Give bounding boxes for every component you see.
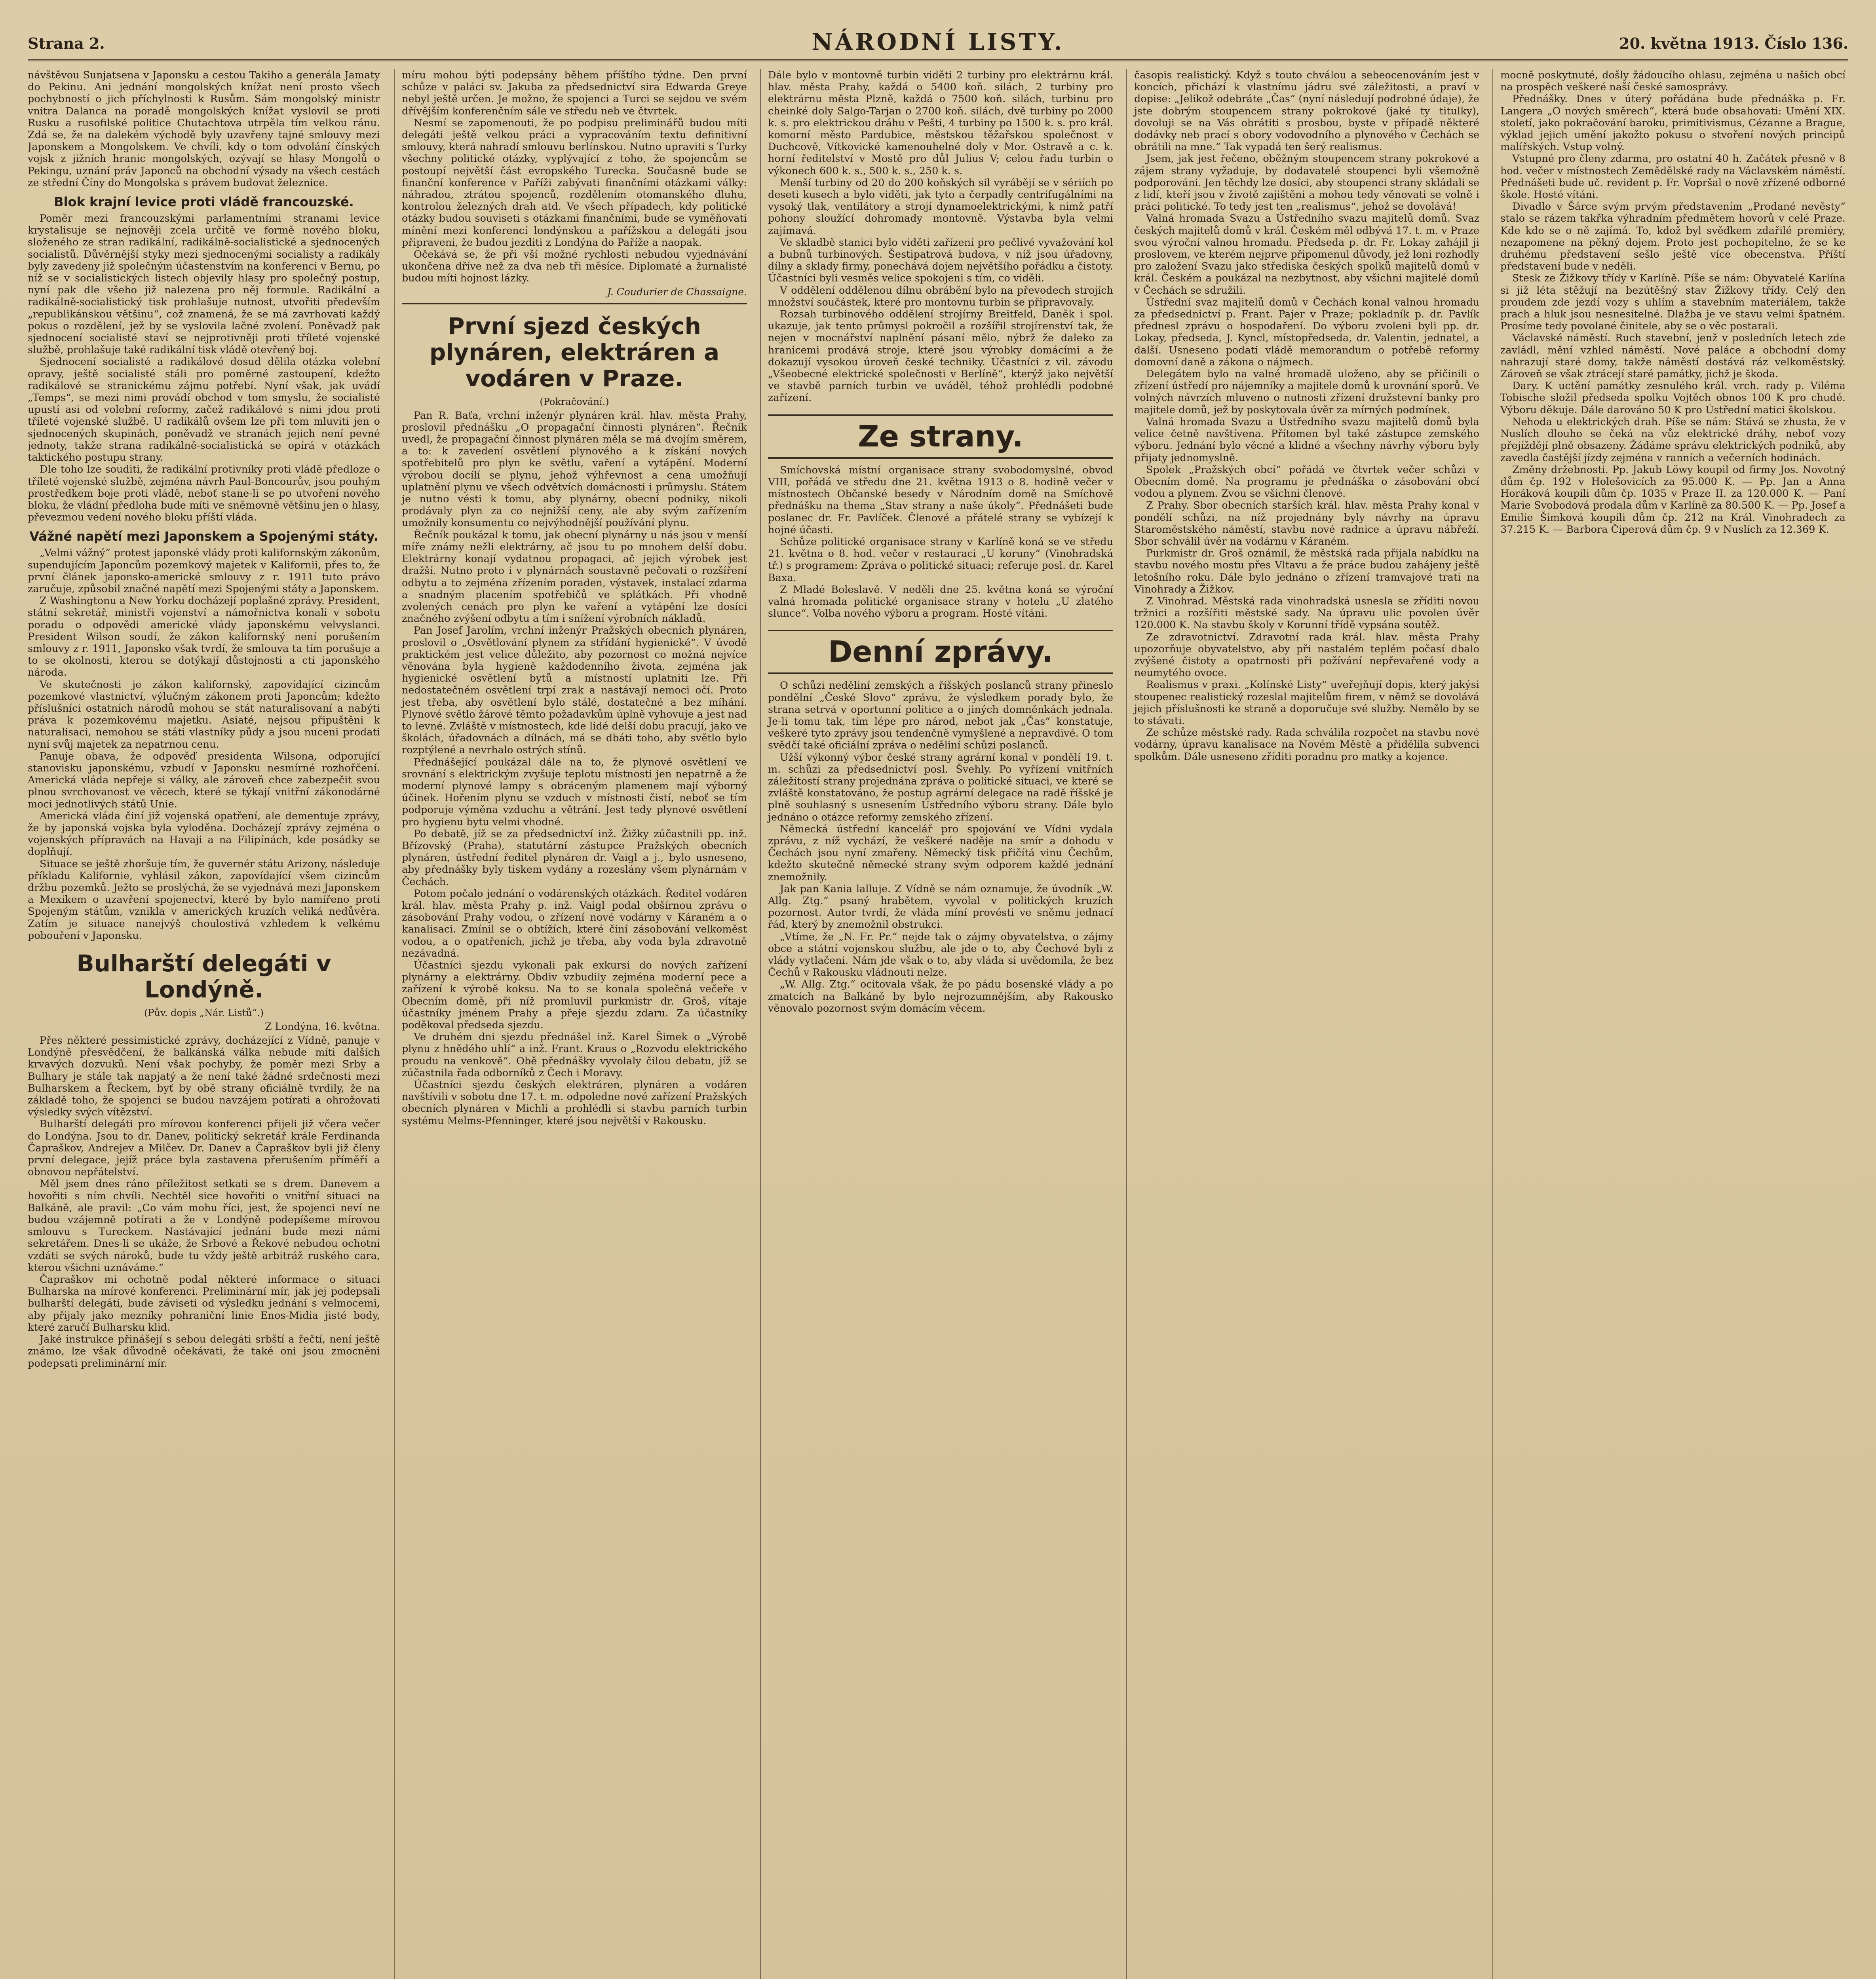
paragraph: Menší turbiny od 20 do 200 koňských sil vyrábějí se v sériích po deseti kusech a bylo viděti, jak tyto a čerpadly centrifugálními na vysoký tlak, ventilátory a strojí dynamoelektrickými, k nimž patří pohony sloužící dohromady montovně. Výstavba byla velmi zajímavá. <box>768 177 1113 237</box>
paragraph: Schůze politické organisace strany v Karlíně koná se ve středu 21. května o 8. hod. večer v restauraci „U koruny“ (Vinohradská tř.) s programem: Zpráva o politické situaci; referuje posl. dr. Karel Baxa. <box>768 536 1113 584</box>
column-5 <box>1492 69 1846 1979</box>
paragraph: Smíchovská místní organisace strany svobodomyslné, obvod VIII, pořádá ve středu dne 21. května 1913 o 8. hodině večer v místnostech Občanské besedy v Národním domě na Smíchově přednášku na thema „Stav strany a naše úkoly“. Přednášeti bude poslanec dr. Fr. Pavlíček. Členové a přátelé strany se vybízejí k hojné účasti. <box>768 464 1113 536</box>
paragraph: Panuje obava, že odpověď presidenta Wilsona, odporující stanovisku japonskému, vzbudí v Japonsku nesmírné rozhořčení. Americká vláda nepřeje si války, ale zároveň chce zabezpečit svou plnou svrchovanost ve věcech, které se týkají vnitřní zákonodárné moci jednotlivých států Unie. <box>28 750 380 810</box>
paragraph: Dále bylo v montovně turbin viděti 2 turbiny pro elektrárnu král. hlav. města Prahy, každá o 5400 koň. silách, 2 turbiny pro elektrárnu města Plzně, každá o 7500 koň. silách, turbinu pro cheinké doly Salgo-Tarjan o 2700 koň. silách, dvě turbiny po 2000 k. s. pro elektrickou dráhu v Pešti, 4 turbiny po 1500 k. s. pro král. komorní město Pardubice, městskou těžařskou společnost v Duchcově, Vítkovické kamenouhelné doly v Mor. Ostravě a c. k. horní ředitelství v Mostě pro důl Julius V; celou řadu turbin o výkonech 600 k. s., 500 k. s., 250 k. s. <box>768 69 1113 177</box>
paragraph: Ve druhém dni sjezdu přednášel inž. Karel Šimek o „Výrobě plynu z hnědého uhlí“ a inž. Frant. Kraus o „Rozvodu elektrického proudu na venkově“. Obě přednášky vyvolaly čilou debatu, jíž se zúčastnila řada odborníků z Čech i Moravy. <box>402 1031 747 1079</box>
paragraph: Jsem, jak jest řečeno, oběžným stoupencem strany pokrokové a zájem strany vyžaduje, by dodavatelé stoupenci byli všemožně podporováni. Jen těchdy lze dosíci, aby stoupenci strany skládali se z lidí, kteří jsou v životě zajištěni a mohou tedy věnovati se volně i práci politické. To tedy jest ten „realismus“, jehož se dovolává! <box>1134 153 1479 213</box>
paragraph: Jak pan Kania lalluje. Z Vídně se nám oznamuje, že úvodník „W. Allg. Ztg.“ psaný hrabětem, vyvolal v politických kruzích pozornost. Autor tvrdí, že vláda míní provésti ve sněmu jednací řád, který by znemožnil obstrukci. <box>768 883 1113 931</box>
paragraph: Přednášky. Dnes v úterý pořádána bude přednáška p. Fr. Langera „O nových směrech“, která bude obsahovati: Umění XIX. století, jako pokračování baroku, primitivismus, Cézanne a Brague, výklad jejich umění jakožto pokusu o stvoření nových principů malířských. Vstup volný. <box>1500 93 1846 153</box>
paragraph: Z Vinohrad. Městská rada vinohradská usnesla se zříditi novou tržnici a rozšířiti městské sady. Na úpravu ulic povolen úvěr 120.000 K. Na stavbu školy v Korunní třídě vypsána soutěž. <box>1134 595 1479 631</box>
paragraph: Sjednocení socialisté a radikálové dosud dělila otázka volební opravy, ještě socialisté stáli pro poměrné zastoupení, kdežto radikálové se stranickému zájmu potřebí. Nyní však, jak uvádí „Temps“, se mezi nimi provádí obchod v tom smyslu, že socialisté upustí asi od volební reformy, začež radikálové s nimi jdou proti tříleté vojenské službě. U radikálů ovšem lze při tom mluviti jen o sjednocených skupinách, poněvadž ve stranách jejich není pevné jednoty, takže strana radikálně-socialistická se opírá v otázkách taktického postupu strany. <box>28 356 380 464</box>
article-source: (Pův. dopis „Nár. Listů“.) <box>144 1007 264 1019</box>
paragraph: Ve skladbě stanici bylo viděti zařízení pro pečlivé vyvažování kol a bubnů turbinových. Šestipatrová budova, v níž jsou úřadovny, dílny a sklady firmy, ponechává dojem největšího pořádku a čistoty. Účastníci byli vesměs velice spokojeni s tím, co viděli. <box>768 236 1113 285</box>
paragraph: „Vtíme, že „N. Fr. Pr.“ nejde tak o zájmy obyvatelstva, o zájmy obce a státní vojenskou službu, ale jde o to, aby Čechové byli z vlády vytlačeni. Nám jde však o to, aby vláda si uvědomila, že bez Čechů v Rakousku vládnouti nelze. <box>768 931 1113 979</box>
paragraph: Situace se ještě zhoršuje tím, že guvernér státu Arizony, následuje příkladu Kalifornie, vyhlásil zákon, zapovídající všem cizincům držbu pozemků. Ježto se proslýchá, že se vyjednává mezi Japonskem a Mexikem o uzavření spojenectví, které by bylo namířeno proti Spojeným státům, vznikla v amerických kruzích veliká nedůvěra. Zatím je situace nanejvýš choulostivá vzhledem k velkému pobouření v Japonsku. <box>28 858 380 942</box>
column-4 <box>1126 69 1479 1979</box>
paragraph: Ústřední svaz majitelů domů v Čechách konal valnou hromadu za předsednictví p. Frant. Pajer v Praze; pokladník p. dr. Pavlík přednesl zprávu o hospodaření. Do výboru zvoleni byli pp. dr. Lokay, předseda, J. Kyncl, místopředseda, dr. Valentin, jednatel, a další. Usneseno podati vládě memorandum o potřebě reformy domovní daně a zákona o nájmech. <box>1134 296 1479 368</box>
paragraph: Ze zdravotnictví. Zdravotní rada král. hlav. města Prahy upozorňuje obyvatelstvo, aby při nastalém teplém počasí dbalo zvýšené čistoty a opatrnosti při požívání nepřevařené vody a neumytého ovoce. <box>1134 631 1479 679</box>
paragraph: „W. Allg. Ztg.“ ocitovala však, že po pádu bosenské vlády a po zmatcích na Balkáně by bylo nejrozumnějším, aby Rakousko věnovalo pozornost svým domácím věcem. <box>768 978 1113 1014</box>
paragraph: Valná hromada Svazu a Ústředního svazu majitelů domů byla velice četně navštívena. Přítomen byl také zástupce zemského výboru. Jednání bylo věcné a klidné a všechny návrhy výboru byly přijaty jednomyslně. <box>1134 416 1479 464</box>
paragraph: Václavské náměstí. Ruch stavební, jenž v posledních letech zde zavládl, mění vzhled náměstí. Nové paláce a obchodní domy nahrazují staré domy, takže náměstí dostává ráz velkoměstský. Zároveň se však ztrácejí staré památky, jichž je škoda. <box>1500 332 1846 380</box>
paragraph: Z Prahy. Sbor obecních starších král. hlav. města Prahy konal v pondělí schůzi, na níž projednány byly návrhy na úpravu Staroměstského náměstí, stavbu nové radnice a úpravu nábřeží. Sbor schválil úvěr na vodárnu v Káraném. <box>1134 499 1479 547</box>
page-number: Strana 2. <box>28 34 105 52</box>
paragraph: Delegátem bylo na valné hromadě uloženo, aby se přičinili o zřízení ústředí pro nájemníky a majitele domů k urovnání sporů. Ve volných návrzích mluveno o nutnosti zřízení družstevní banky pro majitele domů, jež by poskytovala úvěr za mírných podmínek. <box>1134 368 1479 416</box>
paragraph: Pan R. Baťa, vrchní inženýr plynáren král. hlav. města Prahy, proslovil přednášku „O propagační činnosti plynáren“. Řečník uvedl, že propagační činnost plynáren měla se má dvojím směrem, a to: k zavedení osvětlení plynového a k získání nových spotřebitelů pro plyn ke světlu, vaření a vytápění. Moderní výrobou docílí se plynu, jehož výhřevnost a cena umožňují uplatnění plynu ve všech odvětvích domácnosti i průmyslu. Státem je nutno vésti k tomu, aby plynárny, obecní podniky, nikoli prodávaly plyn za co nejnižší ceny, ale aby svým zařízením umožnily konsumentu co nejvýhodnější používání plynu. <box>402 409 747 529</box>
paragraph: Řečník poukázal k tomu, jak obecní plynárny u nás jsou v menší míře známy nežli elektrárny, ač jsou tu po mnohem delší dobu. Elektrárny konají vydatnou propagaci, ač jejich výrobek jest dražší. Nutno proto i v plynárnách soustavně pečovati o rozšíření odbytu a to zejména zřízením poraden, výstavek, instalací zdarma a snadným placením spotřebičů ve splátkách. Při vhodně zvolených cenách pro plyn ke vaření a vytápění lze dosíci značného zvýšení odbytu a tím i snížení výrobních nákladů. <box>402 529 747 625</box>
paragraph: Německá ústřední kancelář pro spojování ve Vídni vydala zprávu, z níž vychází, že veškeré naděje na smír a dohodu v Čechách jsou nyní zmařeny. Německý tisk přičítá vinu Čechům, kdežto skutečně německé strany svým odporem každé jednání znemožnily. <box>768 823 1113 883</box>
column-inner <box>761 69 1113 1014</box>
paragraph: Potom počalo jednání o vodárenských otázkách. Ředitel vodáren král. hlav. města Prahy p. inž. Vaigl podal obšírnou zprávu o zásobování Prahy vodou, o zřízení nové vodárny v Káraném a o kanalisaci. Zmínil se o obtížích, které činí zásobování velkoměst vodou, a o opatřeních, jichž je třeba, aby voda byla zdravotně nezávadná. <box>402 887 747 959</box>
paragraph: Z Mladé Boleslavě. V neděli dne 25. května koná se výroční valná hromada politické organisace strany v hotelu „U zlatého slunce“. Volba nového výboru a program. Hosté vítáni. <box>768 583 1113 620</box>
paragraph: časopis realistický. Když s touto chválou a sebeocenováním jest v koncích, přichází k vlastnímu jádru své záležitosti, a praví v dopise: „Jelikož odebráte „Čas“ (nyní následují podrobné údaje), že jste dobrým stoupencem strany pokrokové (jaké ty titulky), dovoluji se na Vás obrátiti s prosbou, byste v případě některé dodávky neb prací s obory vodovodního a plynového v Čechách se obrátili na mne.“ Tak vypadá ten šerý realismus. <box>1134 69 1479 153</box>
newspaper-title: NÁRODNÍ LISTY. <box>812 28 1064 55</box>
paragraph: Ve skutečnosti je zákon kalifornský, zapovídající cizincům pozemkové vlastnictví, výlučným zákonem proti Japoncům; kdežto příslušníci ostatních národů mohou se stát naturalisovaní a nabýti práva k pozemkovému majetku. Asiaté, nejsou připuštěni k naturalisaci, nemohou se státi vlastníky půdy a jsou nuceni prodati nyní svůj majetek za nepatrnou cenu. <box>28 678 380 750</box>
paragraph: Přednášející poukázal dále na to, že plynové osvětlení ve srovnání s elektrickým zvyšuje teplotu místnosti jen nepatrně a že moderní plynové lampy s obráceným plamenem mají výborný účinek. Hořením plynu se vzduch v místnosti čistí, neboť se tím podporuje výměna vzduchu a větrání. Jest tedy plynové osvětlení pro hygienu bytu velmi vhodné. <box>402 756 747 828</box>
paragraph: Realismus v praxi. „Kolínské Listy“ uveřejňují dopis, který jakýsi stoupenec realistický rozeslal majitelům firem, v němž se dovolává jejich příslušnosti ke straně a doporučuje své služby. Nemělo by se to stávati. <box>1134 679 1479 727</box>
paragraph: Nehoda u elektrických drah. Píše se nám: Stává se zhusta, že v Nuslích dlouho se čeká na vůz elektrické dráhy, neboť vozy přejíždějí plně obsazeny. Žádáme správu elektrických podniků, aby zavedla častější jízdy zejména v ranních a večerních hodinách. <box>1500 416 1846 464</box>
column-1 <box>28 69 380 1979</box>
column-3 <box>760 69 1113 1979</box>
column-inner <box>1127 69 1479 763</box>
paragraph: Rozsah turbinového oddělení strojírny Breitfeld, Daněk i spol. ukazuje, jak tento průmysl pokročil a rozšířil strojírenství tak, že nejen v mocnářství naplnění pásaní mělo, nýbrž že daleko za hranicemi prodává stroje, které jsou výrobky domácími a že dokazují vysokou úroveň české techniky. Účastníci z vil. závodu „Všeobecné elektrické společnosti v Berlíně“, kterýž jako největší ve stavbě parních turbin ve uváděl, téhož prohlédli podobné zařízení. <box>768 308 1113 404</box>
column-inner <box>395 69 747 1127</box>
paragraph: Účastníci sjezdu vykonali pak exkursi do nových zařízení plynárny a elektrárny. Obdiv vzbudily zejména moderní pece a zařízení k výrobě koksu. Na to se konala společná večeře v Obecním domě, při níž promluvil purkmistr dr. Groš, vítaje účastníky jménem Prahy a přeje sjezdu zdaru. Za účastníky poděkoval předseda sjezdu. <box>402 959 747 1031</box>
paragraph: Očekává se, že při vší možné rychlosti nebudou vyjednávání ukončena dříve než za dva neb tři měsíce. Diplomaté a žurnalisté budou míti hojnost lázky. <box>402 249 747 285</box>
section-headline: Ze strany. <box>768 414 1113 459</box>
paragraph: Bulharští delegáti pro mírovou konferenci přijeli již včera večer do Londýna. Jsou to dr. Danev, politický sekretář krále Ferdinanda Čapraškov, Andrejev a Milčev. Dr. Danev a Čapraškov byli již členy první delegace, jejíž práce byla zastavena přerušením příměří a obnovou nepřátelství. <box>28 1118 380 1178</box>
paragraph: Účastníci sjezdu českých elektráren, plynáren a vodáren navštívili v sobotu dne 17. t. m. odpoledne nové zařízení Pražských obecních plynáren v Michli a prohlédli si stavbu parních turbin systému Melms-Pfenninger, které jsou největší v Rakousku. <box>402 1079 747 1127</box>
article-headline: Bulharští delegáti v Londýně. <box>76 950 331 1003</box>
paragraph: Stesk ze Žižkovy třídy v Karlíně. Píše se nám: Obyvatelé Karlína si již léta stěžují na bezútěšný stav Žižkovy třídy. Celý den proudem zde jezdí vozy s uhlím a stavebním materiálem, takže prach a hluk jsou nesnesitelné. Dlažba je ve stavu velmi špatném. Prosíme tedy povolané činitele, aby se o věc postarali. <box>1500 272 1846 332</box>
paragraph: Jaké instrukce přinášejí s sebou delegáti srbští a řečtí, není ještě známo, lze však důvodně očekávati, že také oni jsou zmocněni podepsati preliminární mír. <box>28 1333 380 1369</box>
paragraph: Pan Josef Jarolím, vrchní inženýr Pražských obecních plynáren, proslovil o „Osvětlování plynem za střídání hygienické“. V úvodě praktickém jest velice důležito, aby pozornost co možná nejvíce věnována byla hygieně každodenního života, zejména jak hygienické osvětlení bytů a místností uplatniti lze. Při nedostatečném osvětlení trpí zrak a nastávají nemoci očí. Proto jest třeba, aby osvětlení bylo stálé, dostatečné a bez míhání. Plynové světlo žárové těmto požadavkům úplně vyhovuje a jest nad to levné. Zvláště v místnostech, kde lidé delší dobu pracují, jako ve školách, úřadovnách a dílnách, má se dbáti toho, aby světlo bylo rozptýlené a nevrhalo ostrých stínů. <box>402 625 747 756</box>
author-signature: J. Coudurier de Chassaigne. <box>607 286 747 298</box>
paragraph: „Velmi vážný“ protest japonské vlády proti kalifornským zákonům, supendujícím Japoncům pozemkový majetek v Kalifornii, přes to, že první článek japonsko-americké smlouvy z r. 1911 tuto právo zaručuje, způsobil značné napětí mezi Spojenými státy a Japonskem. <box>28 547 380 595</box>
column-inner <box>1493 69 1846 536</box>
paragraph: Ze schůze městské rady. Rada schválila rozpočet na stavbu nové vodárny, úpravu kanalisace na Novém Městě a přidělila subvenci spolkům. Dále usneseno zříditi poradnu pro matky a kojence. <box>1134 727 1479 763</box>
paragraph: Čapraškov mi ochotně podal některé informace o situaci Bulharska na mírové konferenci. Preliminární mír, jak jej podepsali bulharští delegáti, bude záviseti od výsledku jednání s velmocemi, aby přijaly jako mezníky pohraniční linie Enos-Midia jisté body, které zaručí Bulharsku klid. <box>28 1274 380 1333</box>
paragraph: Přes některé pessimistické zprávy, docházející z Vídně, panuje v Londýně přesvědčení, že balkánská válka nebude míti dalších krvavých dozvuků. Není však pochyby, že poměr mezi Srby a Bulhary je stále tak napjatý a že není také žádné srdečnosti mezi Bulharskem a Řeckem, byť by obě strany oficiálně tvrdily, že na základě toho, že spojenci se budou navzájem potírati a ohrožovati výsledky svých vítězství. <box>28 1035 380 1119</box>
paragraph: návštěvou Sunjatsena v Japonsku a cestou Takiho a generála Jamaty do Pekinu. Ani jednání mongolských knížat není prosto všech pochybností o jich příchylnosti k Rusům. Sám mongolský ministr vnitra Dalanca na poradě mongolských knížat vyslovil se proti Rusku a rusofilské politice Chutachtova utrpěla tím velkou ránu. Zdá se, že na dalekém východě byly uzavřeny tajné smlouvy mezi Japonskem a Mongolskem. Ve chvíli, kdy o tom odvolání čínských vojsk z jižních hranic mongolských, ozývají se hlasy Mongolů o Pekingu, uznání práv Japonců na obchodní výsady na všech cestách ze střední Číny do Mongolska s právem budovat železnice. <box>28 69 380 189</box>
column-2 <box>394 69 747 1979</box>
paragraph: Spolek „Pražských obcí“ pořádá ve čtvrtek večer schůzi v Obecním domě. Na programu je přednáška o zásobování obcí vodou a plynem. Zvou se všichni členové. <box>1134 463 1479 500</box>
paragraph: Poměr mezi francouzskými parlamentními stranami levice krystalisuje se nejnověji zcela určitě ve formě nového bloku, složeného ze stran radikální, radikálně-socialistické a sjednocených socialistů. Důvěrnější styky mezi sjednocenými socialisty a radikály byly zavedeny již společným účastenstvím na konferenci v Bernu, po níž se v socialistických listech objevily hlasy pro společný postup, nyní pak dle všeho již nalezena pro něj formule. Radikální a radikálně-socialistický tisk prohlašuje nutnost, utvořiti především „republikánskou většinu“, což znamená, že se má zavrhovati každý pokus o rozdělení, jež by se vyslovila lačné zvolení. Poněvadž pak sjednocení socialisté staví se nejprotivněji proti tříleté vojenské službě, prohlašuje také radikální tisk vládě otevřený boj. <box>28 213 380 356</box>
columns <box>28 69 1849 1979</box>
dateline: Z Londýna, 16. května. <box>265 1021 380 1033</box>
section-headline: Denní zprávy. <box>768 630 1113 674</box>
paragraph: Změny držebnosti. Pp. Jakub Löwy koupil od firmy Jos. Novotný dům čp. 192 v Holešovicích za 95.000 K. — Pp. Jan a Anna Horáková koupili dům čp. 1035 v Praze II. za 120.000 K. — Paní Marie Svobodová prodala dům v Karlíně za 80.500 K. — Pp. Josef a Emilie Šimková koupili dům čp. 212 na Král. Vinohradech za 37.215 K. — Barbora Čiperová dům čp. 9 v Nuslích za 12.369 K. <box>1500 463 1846 536</box>
paragraph: Vstupné pro členy zdarma, pro ostatní 40 h. Začátek přesně v 8 hod. večer v místnostech Zemědělské rady na Václavském náměstí. Přednášeti bude uč. revident p. Fr. Vopršal o nově zřízené odborné škole. Hosté vítáni. <box>1500 153 1846 201</box>
paragraph: Valná hromada Svazu a Ústředního svazu majitelů domů. Svaz českých majitelů domů v král. Českém měl odbývá 17. t. m. v Praze svou výroční valnou hromadu. Předseda p. dr. Fr. Lokay zahájil ji proslovem, ve kterém nejprve připomenul důvody, jež loni rozhodly pro založení Svazu jako střediska českých spolků majitelů domů v král. Českém a poukázal na nezbytnost, aby všichni majitelé domů v Čechách se sdružili. <box>1134 213 1479 296</box>
masthead <box>28 16 1848 61</box>
paragraph: míru mohou býti podepsány během příštího týdne. Den první schůze v paláci sv. Jakuba za předsednictví sira Edwarda Greye nebyl ještě určen. Je možno, že spojenci a Turci se sejdou ve svém dřívějším konferenčním sále ve středu neb ve čtvrtek. <box>402 69 747 117</box>
paragraph: Z Washingtonu a New Yorku docházejí poplašné zprávy. President, státní sekretář, ministři vojenství a námořnictva konali v sobotu poradu o odpovědi americké vlády japonskému velvyslanci. President Wilson soudí, že zákon kalifornský není porušením smlouvy z r. 1911, Japonsko však tvrdí, že smlouva ta tím porušuje a to se okolnosti, kterou se dotýkají důstojnosti a cti japonského národa. <box>28 595 380 679</box>
paragraph: Americká vláda činí již vojenská opatření, ale dementuje zprávy, že by japonská vojska byla vyloděna. Docházejí zprávy zejména o vojenských přípravách na Havaji a na Filipínách, kde posádky se doplňují. <box>28 810 380 858</box>
paragraph: Purkmistr dr. Groš oznámil, že městská rada přijala nabídku na stavbu nového mostu přes Vltavu a že práce budou zahájeny ještě letošního roku. Dále bylo jednáno o zřízení tramvajové trati na Vinohrady a Žižkov. <box>1134 547 1479 595</box>
article-note: (Pokračování.) <box>540 396 609 407</box>
paragraph: Dary. K uctění památky zesnulého král. vrch. rady p. Viléma Tobische složil předseda spolku Vojtěch obnos 100 K pro chudé. Výboru děkuje. Dále darováno 50 K pro Ústřední matici školskou. <box>1500 380 1846 416</box>
paragraph: O schůzi neděliní zemských a říšských poslanců strany přineslo pondělní „České Slovo“ zprávu, že výsledkem porady bylo, že strana setrvá v oportunní politice a o jiných domněnkách jednala. Je-li tomu tak, tím lépe pro národ, nebot jak „Čas“ konstatuje, veškeré tyto zprávy jsou tendenčně vymyšlené a nepravdivé. O tom svědčí také oficiální zpráva o neděliní schůzi poslanců. <box>768 680 1113 752</box>
paragraph: Po debatě, jíž se za předsednictví inž. Žižky zúčastnili pp. inž. Břízovský (Praha), statutární zástupce Pražských obecních plynáren, ústřední ředitel plynáren dr. Vaigl a j., bylo usneseno, aby přednášky byly tiskem vydány a rozeslány všem plynárnám v Čechách. <box>402 828 747 888</box>
paragraph: Nesmí se zapomenouti, že po podpisu preliminářů budou míti delegáti ještě velkou práci a vypracováním textu definitivní smlouvy, která nahradí smlouvu berlínskou. Nutno upraviti s Turky všechny politické otázky, vyplývající z toho, že spojencům se postoupí největší část evropského Turecka. Současně bude se finanční konference v Paříži zabývati finančními otázkami války: náhradou, ztrátou spojenců, rozdělením otomanského dluhu, kontrolou železných drah atd. Ve všech případech, kdy politické otázky budou souviseti s otázkami finančními, bude se vyměňovati mínění mezi konferencí londýnskou a pařížskou a delegáti jsou připraveni, že budou jezditi z Londýna do Paříže a naopak. <box>402 117 747 249</box>
paragraph: V oddělení oddělenou dílnu obrábění bylo na převodech strojích množství součástek, které pro montovnu turbin se připravovaly. <box>768 284 1113 308</box>
issue-date: 20. května 1913. Číslo 136. <box>1619 34 1848 52</box>
paragraph: Dle toho lze souditi, že radikální protivníky proti vládě předloze o tříleté vojenské službě, zejména návrh Paul-Boncourův, jsou pouhým prostředkem boje proti vládě, neboť stane-li se po utvoření nového bloku, že vládní předloha bude míti ve sněmovně většinu jen o hlasy, převezmou vedení nového bloku příští vláda. <box>28 463 380 524</box>
paragraph: Divadlo v Šárce svým prvým představením „Prodané nevěsty“ stalo se rázem takřka výhradním předmětem hovorů v celé Praze. Kde kdo se o ně zajímá. To, kdož byl svědkem zdařilé premiéry, nezapomene na pěkný dojem. Proto jest pochopitelno, že se ke druhému představení sešlo ještě více obecenstva. Příští představení bude v neděli. <box>1500 201 1846 273</box>
paragraph: Měl jsem dnes ráno příležitost setkati se s drem. Danevem a hovořiti s ním chvíli. Nechtěl sice hovořiti o vnitřní situaci na Balkáně, ale pravil: „Co vám mohu říci, jest, že spojenci neví ne budou vzájemně potírati a že v Londýně podepíšeme mírovou smlouvu s Tureckem. Nastávající jednání bude mezi námi sekretářem. Dnes-li se ukáže, že Srbové a Řekové nebudou ochotni vzdáti se svých nároků, bude tu vždy ještě arbitráž ruského cara, kterou všichni uznáváme.“ <box>28 1178 380 1274</box>
article-headline: Vážné napětí mezi Japonskem a Spojenými státy. <box>29 529 378 544</box>
article-headline: První sjezd českých plynáren, elektráren a vodáren v Praze. <box>429 312 720 392</box>
article-headline: Blok krajní levice proti vládě francouzské. <box>54 194 354 210</box>
divider <box>402 303 747 304</box>
paragraph: Užší výkonný výbor české strany agrární konal v pondělí 19. t. m. schůzi za předsednictví posl. Švehly. Po vyřízení vnitřních záležitostí strany projednána zpráva o politické situaci, ve které se zvláště konstatováno, že postup agrární delegace na radě říšské je plně souhlasný s usnesením Ústředního výboru strany. Dále bylo jednáno o otázce reformy zemského zřízení. <box>768 751 1113 823</box>
paragraph: mocně poskytnuté, došly žádoucího ohlasu, zejména u našich obcí na prospěch veškeré naší české samosprávy. <box>1500 69 1846 93</box>
